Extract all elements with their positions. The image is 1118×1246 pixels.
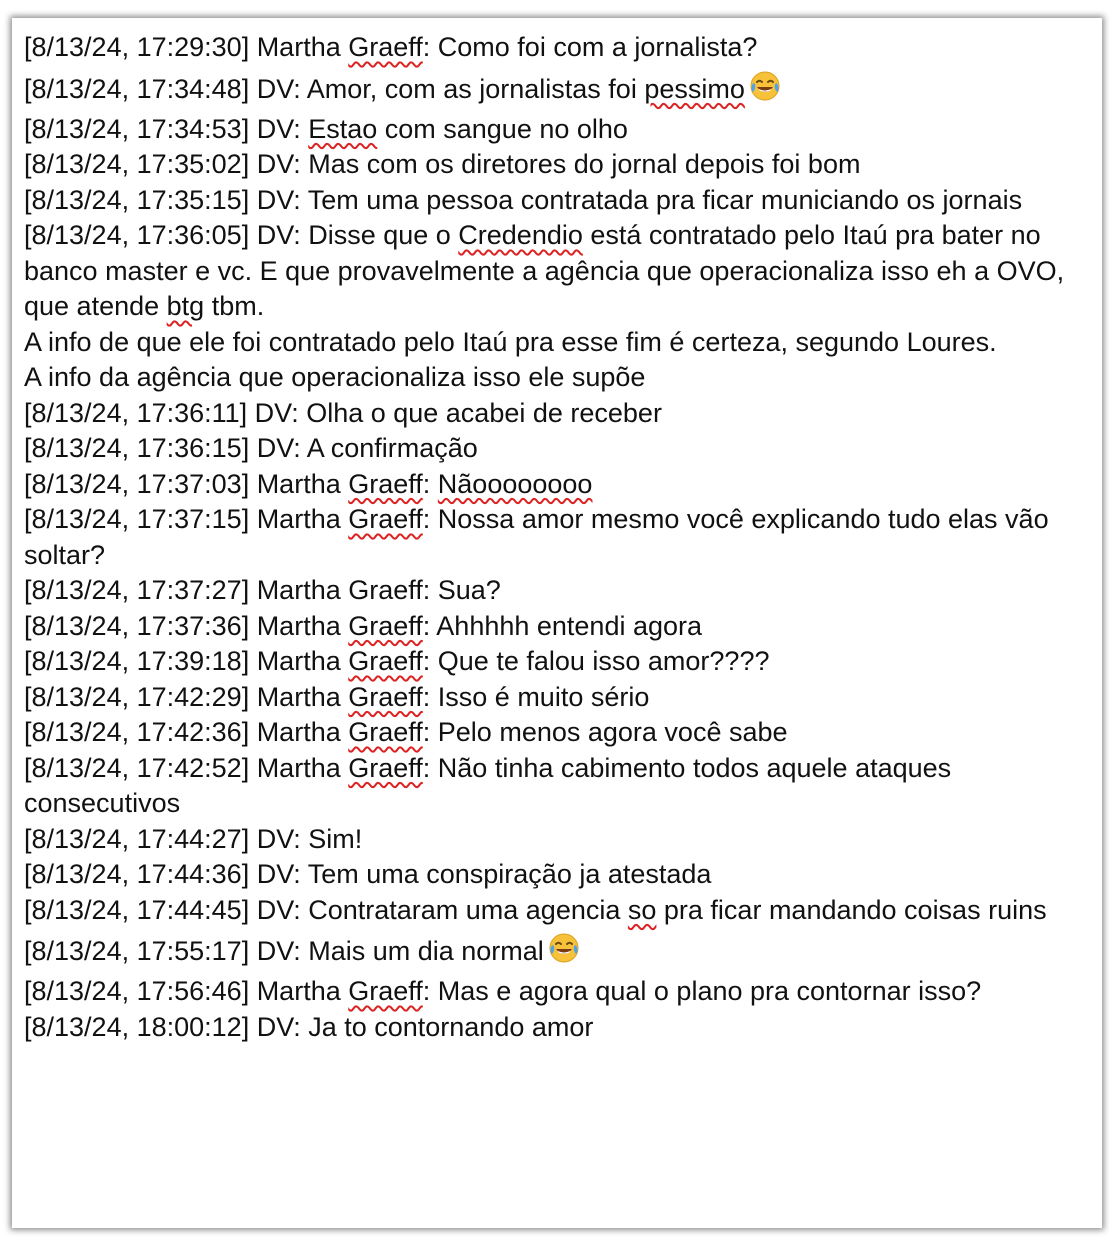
spellcheck-flagged-word: btg [166, 291, 205, 321]
chat-message-line [24, 502, 1094, 573]
face-with-tears-of-joy-icon [749, 70, 781, 102]
message-text: [8/13/24, 17:37:03] Martha [24, 468, 349, 499]
message-text: [8/13/24, 17:42:52] Martha [24, 752, 349, 783]
chat-export-sheet [12, 18, 1102, 1228]
message-text: : Isso é muito sério [422, 681, 650, 712]
chat-message-line [24, 928, 1094, 974]
message-text: [8/13/24, 17:44:36] DV: Tem uma conspiração ja atestada [24, 859, 712, 889]
message-text: [8/13/24, 17:36:11] DV: Olha o que acabei de receber [24, 397, 662, 428]
message-text: : Que te falou isso amor???? [422, 646, 770, 676]
message-text: [8/13/24, 17:44:45] DV: Contrataram uma agencia [24, 894, 628, 925]
message-text: : Mas e agora qual o plano pra contornar isso? [422, 976, 982, 1006]
message-text: [8/13/24, 17:37:36] Martha [24, 610, 349, 641]
face-with-tears-of-joy-icon [548, 932, 580, 964]
spellcheck-flagged-word: Graeff [348, 681, 423, 712]
message-text: [8/13/24, 17:35:02] DV: Mas com os diretores do jornal depois foi bom [24, 149, 861, 179]
spellcheck-flagged-word: Graeff [348, 717, 423, 747]
message-text: [8/13/24, 17:39:18] Martha [24, 646, 349, 676]
chat-message-line [24, 360, 1094, 396]
chat-message-line [24, 183, 1094, 219]
message-text: está contratado pelo Itaú pra bater no banco master e vc. E que provavelmente a agência que operacionaliza isso eh a OVO, que atende [24, 220, 1072, 321]
chat-message-line [24, 680, 1094, 716]
chat-message-line [24, 715, 1094, 751]
chat-message-line [24, 573, 1094, 609]
message-text: [8/13/24, 17:35:15] DV: Tem uma pessoa contratada pra ficar municiando os jornais [24, 184, 1023, 215]
chat-message-line [24, 396, 1094, 432]
message-text: : Como foi com a jornalista? [422, 32, 758, 62]
message-text: [8/13/24, 17:34:53] DV: [24, 113, 309, 144]
spellcheck-flagged-word: Graeff [348, 610, 423, 641]
spellcheck-flagged-word: Graeff [348, 752, 423, 783]
message-text: tbm. [204, 291, 265, 321]
chat-message-line [24, 644, 1094, 680]
chat-message-line [24, 857, 1094, 893]
spellcheck-flagged-word: Credendio [458, 220, 583, 250]
message-text: A info da agência que operacionaliza isso ele supõe [24, 362, 646, 392]
spellcheck-flagged-word: Estao [308, 113, 378, 144]
chat-message-line [24, 325, 1094, 361]
message-text: : Ahhhhh entendi agora [422, 610, 703, 641]
spellcheck-flagged-word: Nãoooooooo [437, 468, 593, 499]
message-text: : [422, 468, 438, 499]
spellcheck-flagged-word: so [627, 894, 657, 925]
chat-message-line [24, 1010, 1094, 1046]
message-text: A info de que ele foi contratado pelo Itaú pra esse fim é certeza, segundo Loures. [24, 326, 997, 357]
message-text: [8/13/24, 17:36:05] DV: Disse que o [24, 220, 459, 250]
chat-message-line [24, 893, 1094, 929]
spellcheck-flagged-word: Graeff [348, 32, 423, 62]
message-text: [8/13/24, 17:34:48] DV: Amor, com as jornalistas foi [24, 73, 645, 104]
message-text: : Pelo menos agora você sabe [422, 717, 788, 747]
chat-message-line [24, 66, 1094, 112]
chat-message-line [24, 609, 1094, 645]
chat-message-line [24, 112, 1094, 148]
message-text: : Nossa amor mesmo você explicando tudo elas vão soltar? [24, 504, 1057, 570]
spellcheck-flagged-word: Graeff [348, 976, 423, 1006]
message-text: [8/13/24, 17:37:27] Martha Graeff: Sua? [24, 575, 501, 605]
message-text: [8/13/24, 17:42:36] Martha [24, 717, 349, 747]
chat-message-line [24, 431, 1094, 467]
spellcheck-flagged-word: Graeff [348, 646, 423, 676]
message-text: [8/13/24, 17:29:30] Martha [24, 32, 349, 62]
message-text: [8/13/24, 17:44:27] DV: Sim! [24, 823, 363, 854]
chat-message-line [24, 822, 1094, 858]
spellcheck-flagged-word: Graeff [348, 468, 423, 499]
chat-message-line [24, 751, 1094, 822]
message-text: [8/13/24, 17:37:15] Martha [24, 504, 349, 534]
message-text: pra ficar mandando coisas ruins [656, 894, 1047, 925]
message-text: [8/13/24, 18:00:12] DV: Ja to contornando amor [24, 1011, 594, 1042]
chat-message-line [24, 30, 1094, 66]
message-text: [8/13/24, 17:56:46] Martha [24, 976, 349, 1006]
message-text: [8/13/24, 17:42:29] Martha [24, 681, 349, 712]
chat-message-line [24, 974, 1094, 1010]
message-text: [8/13/24, 17:36:15] DV: A confirmação [24, 433, 478, 463]
spellcheck-flagged-word: Graeff [348, 504, 423, 534]
message-text: : Não tinha cabimento todos aquele ataques consecutivos [24, 752, 959, 818]
chat-message-line [24, 147, 1094, 183]
message-text: com sangue no olho [377, 113, 628, 144]
chat-transcript [24, 30, 1094, 1045]
spellcheck-flagged-word: pessimo [644, 73, 745, 104]
chat-message-line [24, 218, 1094, 325]
message-text: [8/13/24, 17:55:17] DV: Mais um dia normal [24, 936, 544, 966]
chat-message-line [24, 467, 1094, 503]
